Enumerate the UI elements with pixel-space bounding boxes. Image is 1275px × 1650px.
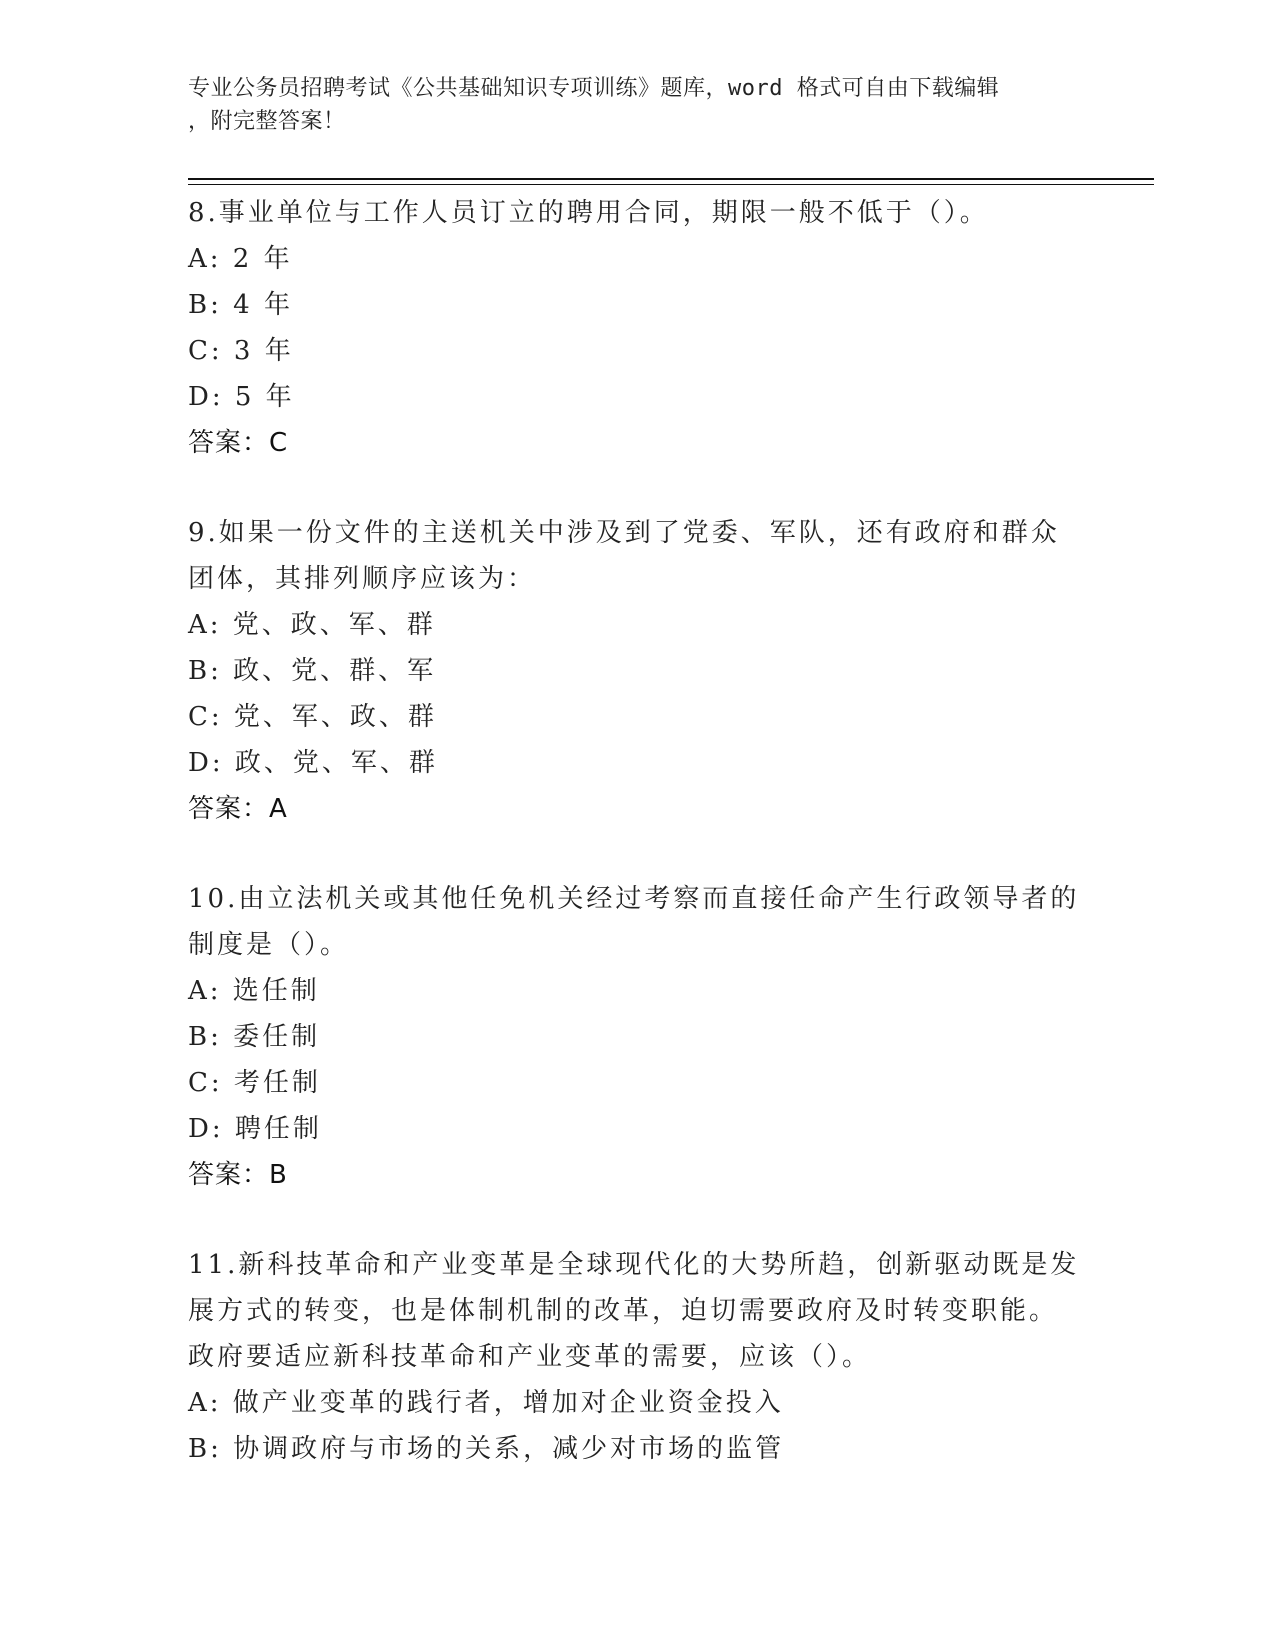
header-line-1: 专业公务员招聘考试《公共基础知识专项训练》题库，word 格式可自由下载编辑 — [188, 76, 1000, 101]
option-b: B: 4 年 — [188, 290, 293, 320]
option-a: A: 选任制 — [188, 976, 320, 1006]
document-header — [188, 72, 1068, 138]
option-b: B: 协调政府与市场的关系，减少对市场的监管 — [188, 1434, 785, 1464]
question-9 — [188, 510, 1088, 832]
question-8 — [188, 190, 1088, 466]
option-b: B: 政、党、群、军 — [188, 656, 437, 686]
question-stem: 10.由立法机关或其他任免机关经过考察而直接任命产生行政领导者的 — [188, 884, 1080, 914]
option-c: C: 党、军、政、群 — [188, 702, 437, 732]
option-a: A: 党、政、军、群 — [188, 610, 436, 640]
question-stem: 11.新科技革命和产业变革是全球现代化的大势所趋，创新驱动既是发 — [188, 1250, 1080, 1280]
option-c: C: 考任制 — [188, 1068, 321, 1098]
option-a: A: 做产业变革的践行者，增加对企业资金投入 — [188, 1388, 784, 1418]
header-rule-thin — [188, 184, 1154, 185]
question-stem: 展方式的转变，也是体制机制的改革，迫切需要政府及时转变职能。 — [188, 1296, 1059, 1326]
header-rule-thick — [188, 178, 1154, 180]
answer-line: 答案：A — [188, 794, 288, 824]
question-stem: 团体，其排列顺序应该为： — [188, 564, 537, 594]
question-stem: 9.如果一份文件的主送机关中涉及到了党委、军队，还有政府和群众 — [188, 518, 1060, 548]
answer-line: 答案：C — [188, 428, 289, 458]
question-list — [188, 190, 1088, 1472]
option-b: B: 委任制 — [188, 1022, 321, 1052]
question-stem: 8.事业单位与工作人员订立的聘用合同，期限一般不低于（）。 — [188, 198, 989, 228]
option-a: A: 2 年 — [188, 244, 293, 274]
header-line-2: ，附完整答案！ — [188, 109, 346, 134]
option-d: D: 政、党、军、群 — [188, 748, 438, 778]
question-stem: 制度是（）。 — [188, 930, 350, 960]
option-c: C: 3 年 — [188, 336, 294, 366]
question-stem: 政府要适应新科技革命和产业变革的需要，应该（）。 — [188, 1342, 872, 1372]
question-11 — [188, 1242, 1088, 1472]
option-d: D: 聘任制 — [188, 1114, 322, 1144]
option-d: D: 5 年 — [188, 382, 295, 412]
question-10 — [188, 876, 1088, 1198]
answer-line: 答案：B — [188, 1160, 288, 1190]
